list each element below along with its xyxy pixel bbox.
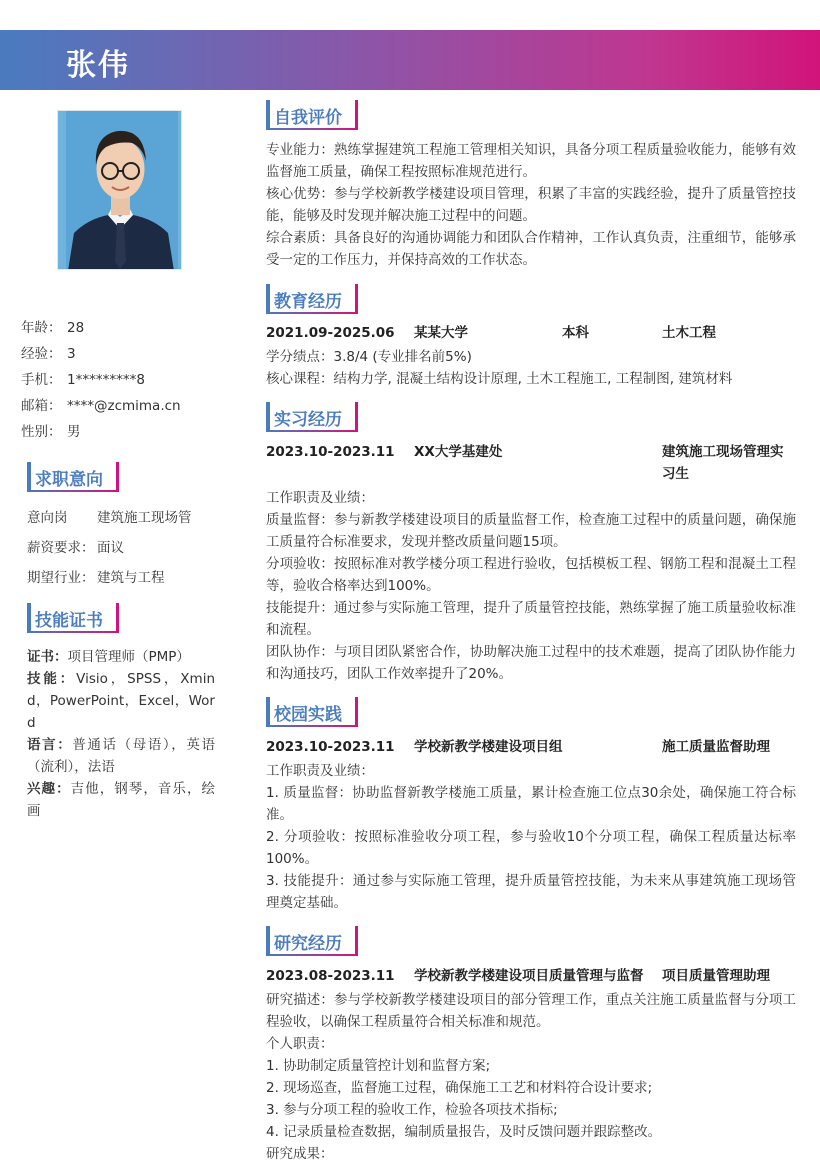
section-title-text: 求职意向 xyxy=(35,470,103,490)
skill-item-certificate xyxy=(27,646,215,668)
section-underline xyxy=(27,490,119,492)
section-title-text: 校园实践 xyxy=(274,705,342,725)
section-title-internship xyxy=(266,402,358,432)
section-title-self-eval xyxy=(266,100,358,130)
skill-item-tools xyxy=(27,668,215,734)
internship-line: 分项验收：按照标准对教学楼分项工程进行验收，包括模板工程、钢筋工程和混凝土工程等，验收合格率达到100%。 xyxy=(266,556,796,594)
campus-entry-header xyxy=(266,736,796,758)
research-line: 研究成果： xyxy=(266,1146,334,1160)
research-body xyxy=(266,989,796,1160)
internship-period: 2023.10-2023.11 xyxy=(266,444,395,460)
info-row-experience xyxy=(21,344,231,370)
section-underline xyxy=(266,430,358,432)
basic-info xyxy=(21,318,231,448)
skill-label: 证书： xyxy=(27,649,68,665)
self-eval-para: 专业能力：熟练掌握建筑工程施工管理相关知识，具备分项工程质量验收能力，能够有效监督施工质量，确保工程按照标准规范进行。 xyxy=(266,142,796,180)
campus-line: 工作职责及业绩： xyxy=(266,763,374,779)
section-bar xyxy=(27,462,31,492)
education-period: 2021.09-2025.06 xyxy=(266,325,395,341)
skill-value: Visio，SPSS，Xmind，PowerPoint，Excel，Word xyxy=(27,671,216,731)
self-eval-body xyxy=(266,139,796,271)
info-label: 手机： xyxy=(21,372,62,388)
internship-body xyxy=(266,487,796,685)
campus-line: 3. 技能提升：通过参与实际施工管理，提升质量管控技能，为未来从事建筑施工现场管理奠定基础。 xyxy=(266,873,796,911)
campus-line: 1. 质量监督：协助监督新教学楼施工质量，累计检查施工位点30余处，确保施工符合标准。 xyxy=(266,785,796,823)
skill-value: 普通话（母语），英语（流利），法语 xyxy=(27,737,215,775)
internship-line: 工作职责及业绩： xyxy=(266,490,374,506)
section-bar xyxy=(266,697,270,727)
section-tick xyxy=(355,402,358,432)
internship-entry-header xyxy=(266,441,796,485)
section-underline xyxy=(266,954,358,956)
campus-org: 学校新教学楼建设项目组 xyxy=(414,739,563,755)
section-tick xyxy=(116,603,119,633)
research-entry-header xyxy=(266,965,796,987)
self-eval-para: 核心优势：参与学校新教学楼建设项目管理，积累了丰富的实践经验，提升了质量管控技能，能够及时发现并解决施工过程中的问题。 xyxy=(266,186,796,224)
job-intent-salary xyxy=(27,538,124,558)
education-body xyxy=(266,346,796,390)
section-bar xyxy=(266,402,270,432)
job-label: 薪资要求： xyxy=(27,540,95,556)
campus-line: 2. 分项验收：按照标准验收分项工程，参与验收10个分项工程，确保工程质量达标率100%。 xyxy=(266,829,796,867)
info-value: 1*********8 xyxy=(67,372,145,388)
job-value: 面议 xyxy=(97,540,124,556)
section-bar xyxy=(266,926,270,956)
section-underline xyxy=(266,312,358,314)
research-line: 3. 参与分项工程的验收工作，检验各项技术指标; xyxy=(266,1102,558,1118)
info-row-age xyxy=(21,318,231,344)
education-school: 某某大学 xyxy=(414,325,468,341)
education-line: 核心课程：结构力学, 混凝土结构设计原理, 土木工程施工, 工程制图, 建筑材料 xyxy=(266,371,733,387)
section-bar xyxy=(266,100,270,130)
info-row-email xyxy=(21,396,231,422)
skills-list xyxy=(27,646,215,822)
info-label: 经验： xyxy=(21,346,62,362)
research-line: 4. 记录质量检查数据，编制质量报告，及时反馈问题并跟踪整改。 xyxy=(266,1124,662,1140)
research-line: 2. 现场巡查，监督施工过程，确保施工工艺和材料符合设计要求; xyxy=(266,1080,653,1096)
campus-role: 施工质量监督助理 xyxy=(662,739,770,755)
section-tick xyxy=(355,100,358,130)
research-role: 项目质量管理助理 xyxy=(662,968,770,984)
section-title-job-intent xyxy=(27,462,119,492)
skill-label: 技能： xyxy=(27,671,77,687)
job-value: 建筑与工程 xyxy=(97,570,165,586)
education-line: 学分绩点：3.8/4 (专业排名前5%) xyxy=(266,349,472,365)
skill-value: 项目管理师（PMP） xyxy=(67,649,190,665)
skill-item-language xyxy=(27,734,215,778)
job-value: 建筑施工现场管 xyxy=(97,510,192,526)
profile-photo xyxy=(57,110,182,270)
research-project: 学校新教学楼建设项目质量管理与监督 xyxy=(414,968,644,984)
skill-label: 语言： xyxy=(27,737,73,753)
section-underline xyxy=(27,631,119,633)
job-label: 期望行业： xyxy=(27,570,95,586)
section-title-text: 实习经历 xyxy=(274,410,342,430)
info-row-phone xyxy=(21,370,231,396)
campus-period: 2023.10-2023.11 xyxy=(266,739,395,755)
internship-line: 团队协作：与项目团队紧密合作，协助解决施工过程中的技术难题，提高了团队协作能力和沟通技巧，团队工作效率提升了20%。 xyxy=(266,644,796,682)
education-major: 土木工程 xyxy=(662,325,716,341)
skill-item-interests xyxy=(27,778,215,822)
section-tick xyxy=(355,697,358,727)
section-title-text: 研究经历 xyxy=(274,934,342,954)
section-title-text: 教育经历 xyxy=(274,292,342,312)
section-title-skills xyxy=(27,603,119,633)
research-line: 个人职责： xyxy=(266,1036,334,1052)
info-label: 性别： xyxy=(21,424,62,440)
section-tick xyxy=(355,284,358,314)
research-line: 研究描述：参与学校新教学楼建设项目的部分管理工作，重点关注施工质量监督与分项工程验收，以确保工程质量符合相关标准和规范。 xyxy=(266,992,796,1030)
info-value: ****@zcmima.cn xyxy=(67,398,181,414)
info-label: 邮箱： xyxy=(21,398,62,414)
job-intent-industry xyxy=(27,568,165,588)
candidate-name: 张伟 xyxy=(66,48,130,83)
section-underline xyxy=(266,128,358,130)
section-title-education xyxy=(266,284,358,314)
research-period: 2023.08-2023.11 xyxy=(266,968,395,984)
job-label: 意向岗 xyxy=(27,510,68,526)
section-title-text: 技能证书 xyxy=(35,611,103,631)
portrait-image xyxy=(58,111,182,270)
skill-label: 兴趣： xyxy=(27,781,71,797)
info-label: 年龄： xyxy=(21,320,62,336)
info-value: 3 xyxy=(67,346,76,362)
info-row-gender xyxy=(21,422,231,448)
info-value: 男 xyxy=(67,424,81,440)
campus-body xyxy=(266,760,796,914)
job-intent-position xyxy=(27,508,192,528)
section-underline xyxy=(266,725,358,727)
research-line: 1. 协助制定质量管控计划和监督方案; xyxy=(266,1058,491,1074)
skill-value: 吉他，钢琴，音乐，绘画 xyxy=(27,781,215,819)
section-bar xyxy=(266,284,270,314)
self-eval-para: 综合素质：具备良好的沟通协调能力和团队合作精神，工作认真负责，注重细节，能够承受一定的工作压力，并保持高效的工作状态。 xyxy=(266,230,796,268)
header-banner xyxy=(0,30,820,90)
info-value: 28 xyxy=(67,320,85,336)
internship-org: XX大学基建处 xyxy=(414,444,503,460)
section-bar xyxy=(27,603,31,633)
section-tick xyxy=(116,462,119,492)
section-title-research xyxy=(266,926,358,956)
internship-role: 建筑施工现场管理实习生 xyxy=(662,444,784,482)
internship-line: 技能提升：通过参与实际施工管理，提升了质量管控技能，熟练掌握了施工质量验收标准和流程。 xyxy=(266,600,796,638)
section-tick xyxy=(355,926,358,956)
internship-line: 质量监督：参与新教学楼建设项目的质量监督工作，检查施工过程中的质量问题，确保施工质量符合标准要求，发现并整改质量问题15项。 xyxy=(266,512,796,550)
section-title-text: 自我评价 xyxy=(274,108,342,128)
education-entry-header xyxy=(266,322,796,344)
section-title-campus xyxy=(266,697,358,727)
education-degree: 本科 xyxy=(562,325,589,341)
